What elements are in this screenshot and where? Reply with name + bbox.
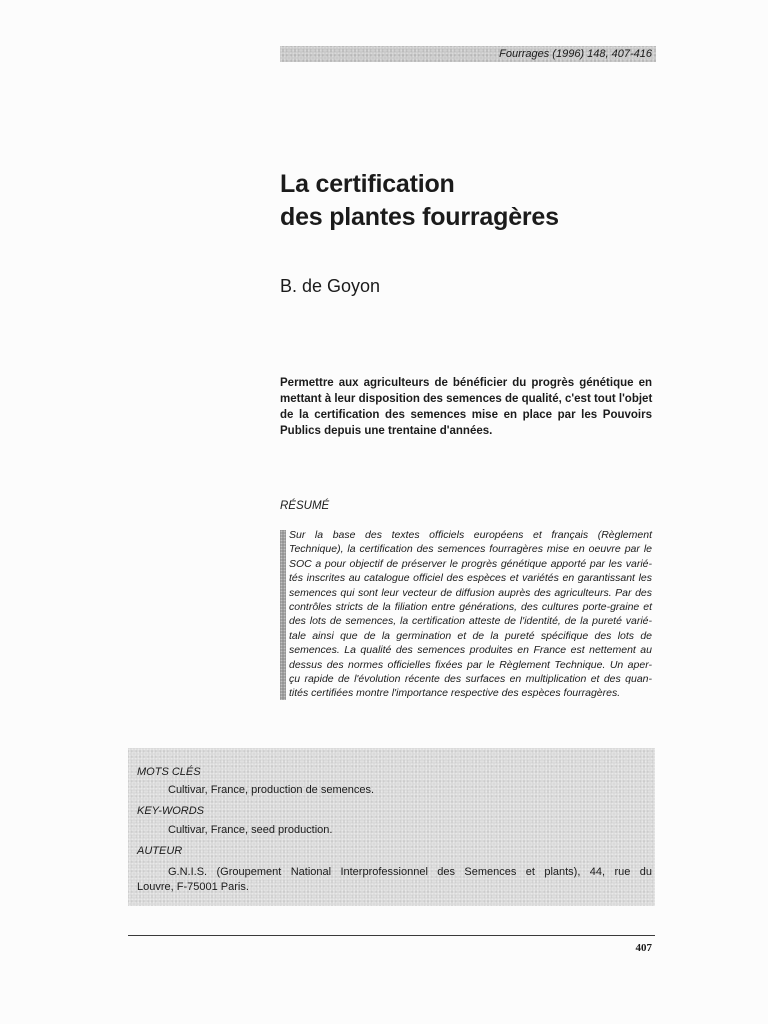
auteur-address-line-1: G.N.I.S. (Groupement National Interprofessionnel des Semences et plants), 44, rue du	[168, 866, 652, 878]
key-words-value: Cultivar, France, seed production.	[168, 824, 333, 836]
resume-line: tés inscrites au catalogue officiel des espèces et variétés en garantissant les	[289, 572, 652, 585]
page-number: 407	[635, 942, 652, 954]
lead-line: Permettre aux agriculteurs de bénéficier du progrès génétique en	[280, 377, 652, 389]
resume-line: SOC a pour objectif de préserver le progrès génétique apporté par les varié-	[289, 557, 652, 570]
article-title	[280, 168, 559, 234]
resume-side-bar	[280, 530, 286, 700]
title-line-1: La certification	[280, 170, 455, 198]
resume-line: des lots de semences, la certification atteste de l'identité, de la pureté varié-	[289, 615, 652, 628]
resume-line: dessus des normes officielles fixées par le Règlement Technique. Un aper-	[289, 658, 652, 671]
auteur-label: AUTEUR	[137, 845, 183, 857]
mots-cles-label: MOTS CLÉS	[137, 766, 201, 778]
resume-line: semences. La qualité des semences produites en France est nettement au	[289, 644, 652, 657]
resume-line: tités certifiées montre l'importance respective des espèces fourragères.	[289, 687, 621, 700]
resume-paragraph	[289, 528, 652, 701]
lead-line: mettant à leur disposition des semences de qualité, c'est tout l'objet	[280, 393, 653, 405]
author-name: B. de Goyon	[280, 276, 381, 296]
footer-rule	[128, 935, 655, 936]
journal-header-band	[280, 46, 656, 62]
resume-line: çu rapide de l'évolution récente des surfaces en multiplication et des quan-	[289, 673, 652, 686]
resume-line: tale ainsi que de la germination et de la pureté spécifique des lots de	[289, 629, 652, 642]
auteur-address-line-2: Louvre, F-75001 Paris.	[137, 881, 249, 893]
resume-line: Sur la base des textes officiels européens et français (Règlement	[289, 529, 652, 541]
resume-line: contrôles stricts de la filiation entre générations, des cultures porte-graine et	[289, 601, 652, 614]
lead-paragraph	[280, 375, 652, 439]
resume-line: semences qui sont leur vecteur de diffusion auprès des agriculteurs. Par des	[289, 586, 652, 599]
key-words-label: KEY-WORDS	[137, 805, 205, 817]
resume-heading: RÉSUMÉ	[280, 500, 330, 512]
mots-cles-value: Cultivar, France, production de semences.	[168, 784, 375, 796]
lead-line: Publics depuis une trentaine d'années.	[280, 425, 493, 437]
lead-line: de la certification des semences mise en place par les Pouvoirs	[280, 409, 652, 421]
keywords-box	[128, 748, 655, 906]
journal-citation: Fourrages (1996) 148, 407-416	[499, 48, 652, 60]
resume-line: Technique), la certification des semences fourragères mise en oeuvre par le	[289, 543, 652, 556]
title-line-2: des plantes fourragères	[280, 203, 559, 231]
